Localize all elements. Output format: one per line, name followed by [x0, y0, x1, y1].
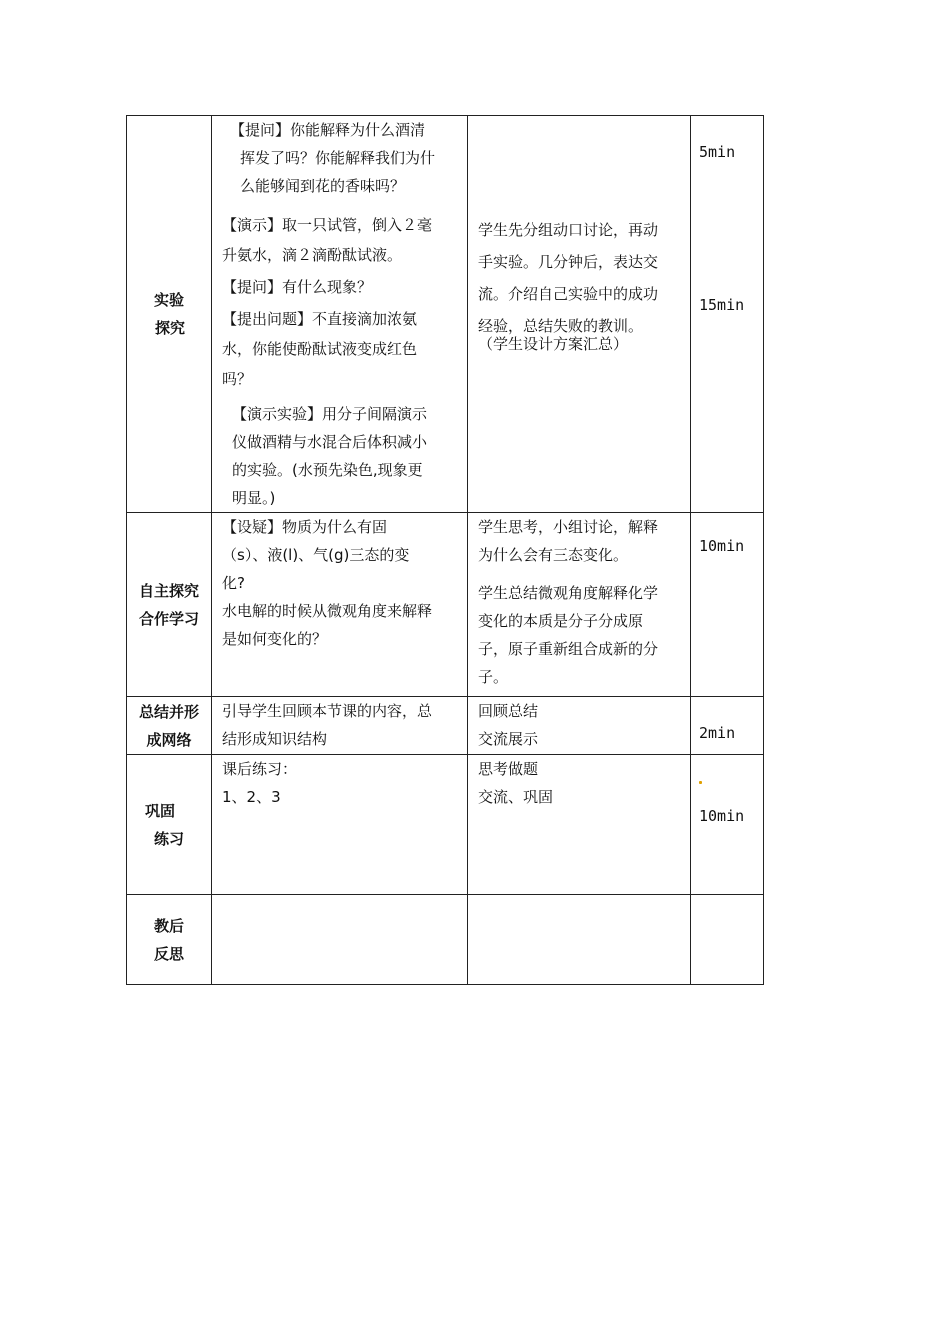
teacher-activity-cell: [212, 895, 468, 985]
time-cell: [691, 755, 764, 895]
text-line: 【提问】你能解释为什么酒清: [230, 121, 426, 139]
text-line: 回顾总结: [478, 702, 539, 720]
time-value: 10min: [699, 807, 745, 825]
text-line: 【提问】有什么现象？: [222, 278, 373, 296]
text-line: 为什么会有三态变化。: [478, 546, 629, 564]
stage-cell: [127, 895, 212, 985]
stage-label: 巩固: [144, 801, 175, 820]
text-line: 引导学生回顾本节课的内容，总: [222, 702, 433, 720]
stage-label: 练习: [153, 829, 184, 848]
text-line: 水电解的时候从微观角度来解释: [222, 602, 433, 620]
time-value: 5min: [699, 143, 736, 161]
teacher-activity-cell: [212, 755, 468, 895]
text-line: 交流、巩固: [478, 788, 554, 806]
stage-label: 教后: [153, 916, 184, 935]
text-line: 仪做酒精与水混合后体积减小: [232, 433, 428, 451]
table-row: [127, 895, 764, 985]
text-line: 结形成知识结构: [222, 730, 328, 748]
stage-cell: [127, 697, 212, 755]
stage-label: 自主探究: [138, 581, 199, 600]
text-line: 课后练习：: [222, 760, 298, 778]
text-line: 【设疑】物质为什么有固: [222, 518, 388, 536]
text-line: 【演示】取一只试管，倒入２毫: [222, 216, 433, 234]
table-row: [127, 755, 764, 895]
time-cell: [691, 895, 764, 985]
time-cell: [691, 116, 764, 513]
text-line: 【提出问题】不直接滴加浓氨: [222, 310, 418, 328]
student-activity-cell: [468, 116, 691, 513]
text-line: 学生总结微观角度解释化学: [478, 584, 659, 602]
text-line: 思考做题: [478, 760, 539, 778]
time-value: 10min: [699, 537, 745, 555]
text-line: 化?: [222, 574, 245, 592]
stage-cell: [127, 513, 212, 697]
stage-label: 实验: [153, 291, 184, 309]
text-line: （s）、液(l)、气(g)三态的变: [222, 546, 410, 564]
table-row: [127, 697, 764, 755]
time-cell: [691, 697, 764, 755]
text-line: 吗？: [222, 370, 253, 388]
time-value: 15min: [699, 296, 745, 314]
text-line: 明显。): [232, 489, 276, 507]
table-row: [127, 513, 764, 697]
text-line: 【演示实验】用分子间隔演示: [232, 405, 428, 423]
text-line: 经验，总结失败的教训。: [478, 317, 644, 335]
text-line: 的实验。(水预先染色,现象更: [232, 461, 423, 479]
teacher-activity-cell: [212, 697, 468, 755]
stage-label: 总结并形: [138, 702, 199, 721]
text-line: 子，原子重新组合成新的分: [478, 640, 659, 658]
lesson-plan-table: [126, 115, 764, 985]
mark-dot: [699, 781, 702, 784]
text-line: 学生先分组动口讨论，再动: [478, 221, 659, 239]
student-activity-cell: [468, 513, 691, 697]
time-cell: [691, 513, 764, 697]
time-value: 2min: [699, 724, 736, 742]
stage-label: 反思: [153, 944, 184, 963]
stage-label: 成网络: [146, 730, 192, 749]
text-line: 是如何变化的？: [222, 630, 328, 648]
stage-cell: [127, 116, 212, 513]
text-line: 手实验。几分钟后，表达交: [478, 253, 659, 271]
text-line: 变化的本质是分子分成原: [478, 612, 644, 630]
text-line: 1、2、3: [222, 788, 281, 806]
stage-label: 探究: [154, 319, 185, 337]
text-line: 水，你能使酚酞试液变成红色: [222, 340, 418, 358]
text-line: 挥发了吗？你能解释我们为什: [240, 149, 436, 167]
student-activity-cell: [468, 697, 691, 755]
teacher-activity-cell: [212, 513, 468, 697]
text-line: 交流展示: [478, 730, 539, 748]
text-line: 子。: [478, 668, 509, 686]
stage-label: 合作学习: [138, 609, 199, 628]
text-line: 学生思考，小组讨论，解释: [478, 518, 659, 536]
student-activity-cell: [468, 755, 691, 895]
text-line: （学生设计方案汇总）: [478, 335, 629, 353]
text-line: 升氨水，滴２滴酚酞试液。: [222, 246, 403, 264]
student-activity-cell: [468, 895, 691, 985]
stage-cell: [127, 755, 212, 895]
text-line: 流。介绍自己实验中的成功: [478, 285, 659, 303]
text-line: 么能够闻到花的香味吗？: [240, 177, 406, 195]
teacher-activity-cell: [212, 116, 468, 513]
table-row: [127, 116, 764, 513]
